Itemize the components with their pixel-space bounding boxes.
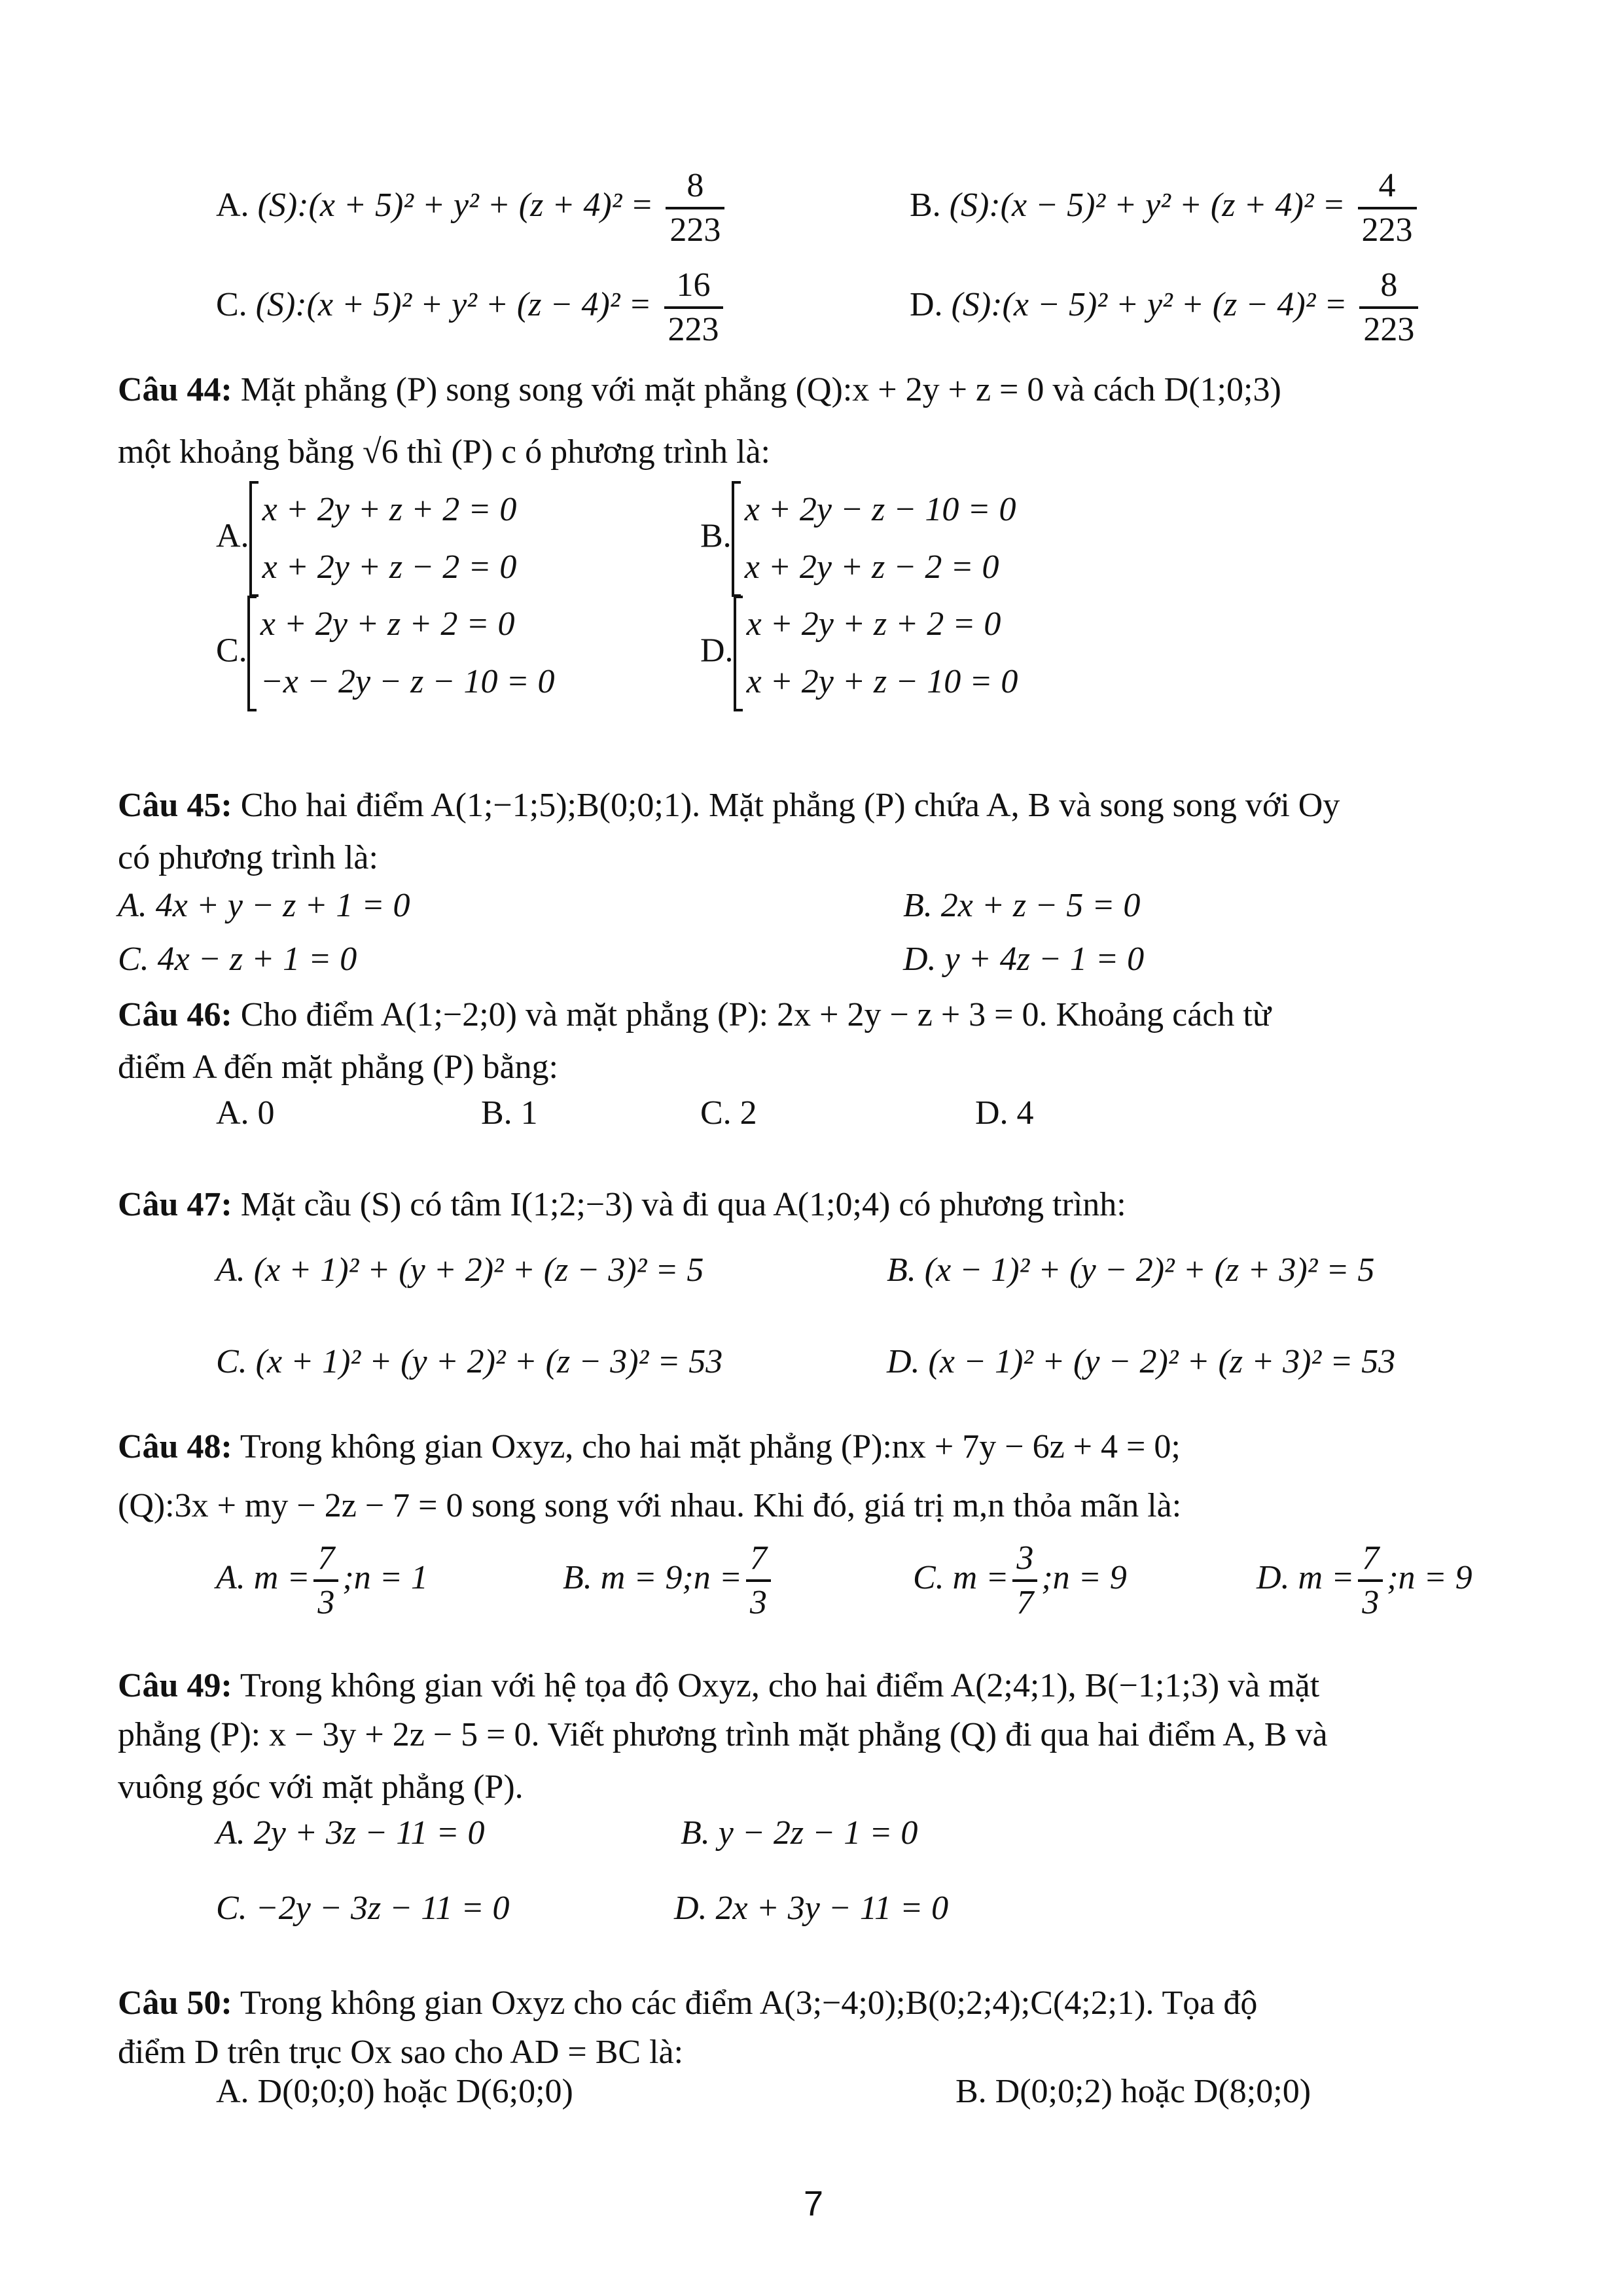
q48-option-c: C. m = $\frac{3}{7}$ ;n = 9 (913, 1539, 1127, 1621)
q45-stem-line1: Câu 45: Cho hai điểm A(1;−1;5);B(0;0;1). Mặt phẳng (P) chứa A, B và song song với Oy (118, 787, 1340, 824)
q50-option-b: B. D(0;0;2) hoặc D(8;0;0) (955, 2073, 1311, 2110)
q44-option-b: B. x + 2y − z − 10 = 0 x + 2y + z − 2 = 0 (700, 481, 1016, 597)
q46-label: Câu 46: (118, 996, 232, 1033)
q46-stem-line1: Câu 46: Cho điểm A(1;−2;0) và mặt phẳng (P): 2x + 2y − z + 3 = 0. Khoảng cách từ (118, 996, 1272, 1033)
q48-option-b: B. m = 9;n = $\frac{7}{3}$ (563, 1541, 775, 1620)
q47-option-c: C. (x + 1)² + (y + 2)² + (z − 3)² = 53 (216, 1343, 723, 1380)
q47-stem-line1: Câu 47: Mặt cầu (S) có tâm I(1;2;−3) và đi qua A(1;0;4) có phương trình: (118, 1186, 1126, 1223)
q46-option-b: B. 1 (481, 1094, 538, 1132)
q43-option-c: C. (S):(x + 5)² + y² + (z − 4)² = $\frac{16}{223}$ (216, 268, 727, 347)
q45-option-d: D. y + 4z − 1 = 0 (903, 941, 1145, 978)
q43-option-d: D. (S):(x − 5)² + y² + (z − 4)² = $\frac{8}{223}$ (910, 268, 1422, 347)
q49-option-d: D. 2x + 3y − 11 = 0 (674, 1890, 949, 1927)
q45-label: Câu 45: (118, 787, 232, 824)
q44-option-c: C. x + 2y + z + 2 = 0 −x − 2y − z − 10 = 0 (216, 596, 555, 711)
q48-label: Câu 48: (118, 1428, 232, 1465)
q47-label: Câu 47: (118, 1186, 232, 1223)
q43-option-b: B. (S):(x − 5)² + y² + (z + 4)² = $\frac{4}{223}$ (910, 169, 1421, 247)
q49-option-a: A. 2y + 3z − 11 = 0 (216, 1814, 485, 1852)
q45-stem-line2: có phương trình là: (118, 839, 378, 876)
q49-option-c: C. −2y − 3z − 11 = 0 (216, 1890, 510, 1927)
q49-label: Câu 49: (118, 1667, 232, 1704)
q43-option-a: A. (S):(x + 5)² + y² + (z + 4)² = $\frac{8}{223}$ (216, 169, 728, 247)
q49-option-b: B. y − 2z − 1 = 0 (681, 1814, 918, 1852)
q48-option-a: A. m = $\frac{7}{3}$ ;n = 1 (216, 1539, 428, 1621)
q46-option-c: C. 2 (700, 1094, 757, 1132)
q48-stem-line2: (Q):3x + my − 2z − 7 = 0 song song với nhau. Khi đó, giá trị m,n thỏa mãn là: (118, 1487, 1182, 1524)
page-number: 7 (804, 2184, 824, 2223)
q49-stem-line1: Câu 49: Trong không gian với hệ tọa độ Oxyz, cho hai điểm A(2;4;1), B(−1;1;3) và mặt (118, 1667, 1320, 1704)
q49-stem-line3: vuông góc với mặt phẳng (P). (118, 1768, 524, 1806)
q46-option-d: D. 4 (975, 1094, 1034, 1132)
q46-stem-line2: điểm A đến mặt phẳng (P) bằng: (118, 1049, 559, 1086)
q50-label: Câu 50: (118, 1984, 232, 2022)
q47-option-d: D. (x − 1)² + (y − 2)² + (z + 3)² = 53 (887, 1343, 1396, 1380)
q48-stem-line1: Câu 48: Trong không gian Oxyz, cho hai mặt phẳng (P):nx + 7y − 6z + 4 = 0; (118, 1428, 1181, 1465)
q45-option-b: B. 2x + z − 5 = 0 (903, 887, 1141, 924)
q50-stem-line1: Câu 50: Trong không gian Oxyz cho các điểm A(3;−4;0);B(0;2;4);C(4;2;1). Tọa độ (118, 1984, 1258, 2022)
q44-option-d: D. x + 2y + z + 2 = 0 x + 2y + z − 10 = 0 (700, 596, 1018, 711)
q45-option-c: C. 4x − z + 1 = 0 (118, 941, 357, 978)
q44-stem-line1: Câu 44: Mặt phẳng (P) song song với mặt phẳng (Q):x + 2y + z = 0 và cách D(1;0;3) (118, 371, 1281, 408)
q46-option-a: A. 0 (216, 1094, 275, 1132)
q50-stem-line2: điểm D trên trục Ox sao cho AD = BC là: (118, 2034, 684, 2071)
q45-option-a: A. 4x + y − z + 1 = 0 (118, 887, 410, 924)
q49-stem-line2: phẳng (P): x − 3y + 2z − 5 = 0. Viết phương trình mặt phẳng (Q) đi qua hai điểm A, B và (118, 1716, 1328, 1753)
q44-option-a: A. x + 2y + z + 2 = 0 x + 2y + z − 2 = 0 (216, 481, 516, 597)
q48-option-d: D. m = $\frac{7}{3}$ ;n = 9 (1257, 1539, 1472, 1621)
q44-stem-line2: một khoảng bằng √6 thì (P) c ó phương trình là: (118, 433, 770, 471)
q44-label: Câu 44: (118, 371, 232, 408)
q47-option-a: A. (x + 1)² + (y + 2)² + (z − 3)² = 5 (216, 1251, 704, 1289)
q50-option-a: A. D(0;0;0) hoặc D(6;0;0) (216, 2073, 573, 2110)
q47-option-b: B. (x − 1)² + (y − 2)² + (z + 3)² = 5 (887, 1251, 1375, 1289)
